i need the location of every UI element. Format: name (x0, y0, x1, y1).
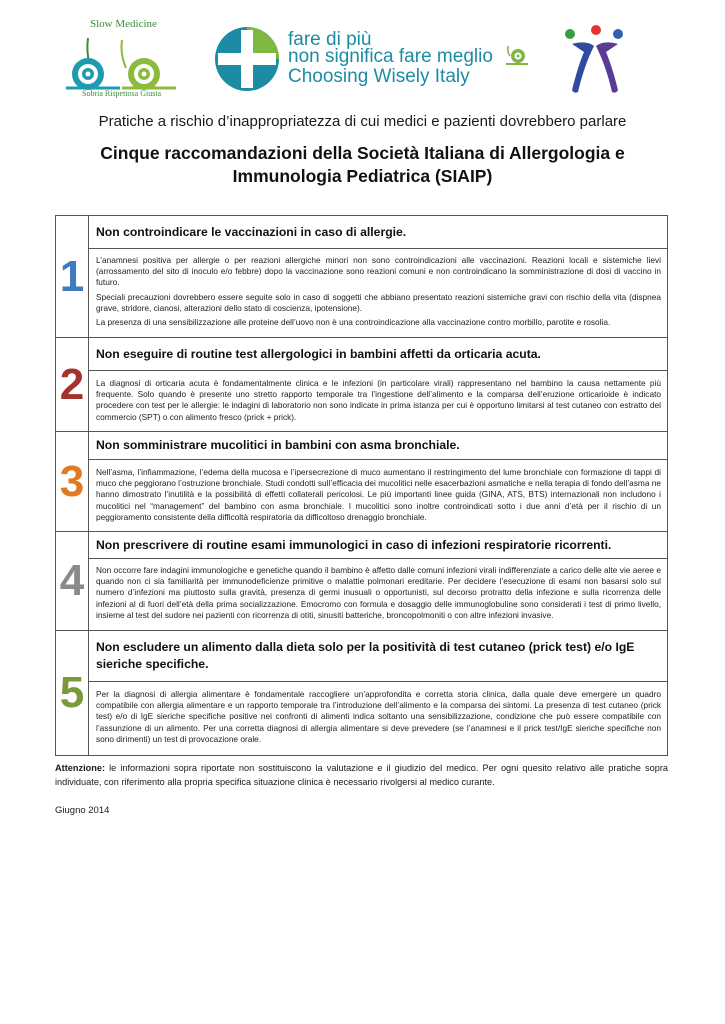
recommendation-heading: Non prescrivere di routine esami immunologici in caso di infezioni respiratorie ricorrenti. (89, 532, 667, 559)
recommendation-number-cell (56, 631, 89, 755)
logo-word-slow: Slow (90, 18, 113, 30)
recommendation-heading: Non escludere un alimento dalla dieta solo per la positività di test cutaneo (prick test) e/o IgE sieriche specifiche. (89, 631, 667, 682)
recommendation-row-5 (55, 631, 668, 756)
recommendation-body (89, 460, 667, 531)
recommendation-number-cell (56, 432, 89, 531)
logo-word-medicine: Medicine (115, 18, 157, 30)
choosing-wisely-line2: non significa fare meglio (288, 46, 493, 67)
recommendation-paragraph: Per la diagnosi di allergia alimentare è fondamentale raccogliere un’approfondita e corretta storia clinica, dalla quale deve emergere un quadro compatibile con allergia alimentare e un rapporto temporale tra l’introduzione dell’alimento e la comparsa dei sintomi. La presenza di test cutaneo (prick test) e/o di IgE sieriche specifiche positive nei confronti di alimenti indica soltanto una sensibilizzazione, condizione che può essere compatibile con l’assunzione di un alimento. Per una corretta diagnosi di allergia alimentare si deve prevedere (se l’anamnesi e il prick test/IgE sieriche specifiche non sono dirimenti) un test di provocazione orale. (96, 689, 661, 744)
recommendation-number: 3 (59, 456, 85, 506)
recommendation-number-cell (56, 216, 89, 337)
recommendation-paragraph: La diagnosi di orticaria acuta è fondamentalmente clinica e le infezioni (in particolare virali) rappresentano nel bambino la causa nettamente più frequente. Solo quando è presente uno stretto rapporto temporale tra l’ingestione dell’alimento e la comparsa dell’eruzione orticarioide è indicato procedere con test per le allergie: le indagini di laboratorio non sono indicate in prima istanza per cui è opportuno limitarsi al test cutaneo con estratto del commercio (SPT) o con alimento fresco (prick + prick). (96, 378, 661, 422)
recommendation-body (89, 559, 667, 630)
recommendation-heading: Non somministrare mucolitici in bambini con asma bronchiale. (89, 432, 667, 460)
recommendation-paragraph: L’anamnesi positiva per allergie o per reazioni allergiche minori non sono controindicazioni alle vaccinazioni. Reazioni locali e sistemiche lievi (arrossamento del sito di inoculo e/o febbre) dopo la vaccinazione sono reazioni comuni e non controindicano la somministrazione di dosi di vaccino in futuro. (96, 255, 661, 288)
small-snail-icon (504, 44, 530, 66)
recommendation-row-1 (55, 215, 668, 338)
slow-medicine-tagline: Sobria Rispettosa Giusta (82, 89, 162, 98)
attention-label: Attenzione: (55, 763, 106, 773)
recommendation-paragraph: Speciali precauzioni dovrebbero essere seguite solo in caso di soggetti che abbiano presentato reazioni sistemiche gravi con rischio della vita (dispnea grave, stridore, cianosi, alterazioni dello stato di coscienza, ipotensione). (96, 291, 661, 313)
recommendation-number-cell (56, 338, 89, 431)
choosing-wisely-cross-icon (214, 26, 280, 92)
recommendation-number: 2 (59, 359, 85, 409)
recommendation-body (89, 682, 667, 755)
choosing-wisely-logo (214, 26, 534, 96)
snails-icon (60, 32, 180, 90)
slow-medicine-wordmark (90, 18, 157, 30)
recommendation-paragraph: La presenza di una sensibilizzazione alle proteine dell’uovo non è una controindicazione alla vaccinazione contro morbillo, parotite e rosolia. (96, 317, 611, 328)
recommendation-number: 1 (59, 251, 85, 301)
page-title: Cinque raccomandazioni della Società Italiana di Allergologia e Immunologia Pediatrica (SIAIP) (100, 143, 625, 186)
recommendation-heading: Non controindicare le vaccinazioni in caso di allergie. (89, 216, 667, 249)
recommendation-heading: Non eseguire di routine test allergologici in bambini affetti da orticaria acuta. (89, 338, 667, 371)
choosing-wisely-line1: fare di più (288, 29, 372, 50)
recommendation-number: 4 (59, 556, 85, 605)
recommendation-number-cell (56, 532, 89, 630)
recommendation-row-4 (55, 532, 668, 631)
recommendation-number: 5 (59, 668, 85, 717)
recommendation-paragraph: Nell’asma, l’infiammazione, l’edema della mucosa e l’ipersecrezione di muco aumentano il restringimento del lume bronchiale con formazione di tappi di muco che peggiorano l’ostruzione bronchiale. Studi condotti sull’efficacia dei mucolitici nelle esacerbazioni asmatiche e nella terapia di fondo dell’asma ne hanno dimostrato l’inutilità e la possibilità di effetti collaterali pericolosi. Le più importanti linee guida (GINA, ATS, BTS) internazionali non includono i mucolitici nel “management” del bambino con asma bronchiale. I mucolitici sono inoltre controindicati sotto i due anni d’età per il rischio di un peggioramento consistente della difficoltà respiratoria da difficoltoso drenaggio bronchiale. (96, 467, 661, 522)
siaip-logo (560, 24, 630, 96)
attention-note (55, 761, 668, 789)
document-date: Giugno 2014 (55, 805, 110, 816)
recommendation-body (89, 249, 667, 337)
page-subtitle: Pratiche a rischio d’inappropriatezza di cui medici e pazienti dovrebbero parlare (98, 113, 627, 130)
attention-text: le informazioni sopra riportate non sostituiscono la valutazione e il giudizio del medico. Per ogni quesito relativo alle pratiche sopra individuate, con riferimento alla propria specifica situazione clinica è necessario rivolgersi al medico curante. (55, 763, 668, 787)
recommendation-row-2 (55, 338, 668, 432)
slow-medicine-logo (60, 18, 180, 102)
recommendation-row-3 (55, 432, 668, 532)
recommendation-paragraph: Non occorre fare indagini immunologiche e genetiche quando il bambino è affetto dalle comuni infezioni virali indifferenziate a carico delle alte vie aeree e quando non ci sia familiarità per immunodeficienze primitive o malattie polmonari ereditarie. Per decidere l’esecuzione di esami non basarsi solo sul numero d’infezioni ma piuttosto sulla gravità, presenza di germi inusuali o opportunisti, sul decorso protratto della infezione e sulla ricorrenza delle infezioni al di fuori dell’età della prima socializzazione. Emocromo con formula e dosaggio delle immunoglobuline sono considerati i test di primo livello, insieme al test del sudore nei pazienti con ricorrenza di otiti, sinusiti batteriche, broncopolmoniti o con altre infezioni invasive. (96, 565, 661, 620)
choosing-wisely-line3: Choosing Wisely Italy (288, 66, 470, 87)
recommendation-body (89, 371, 667, 431)
